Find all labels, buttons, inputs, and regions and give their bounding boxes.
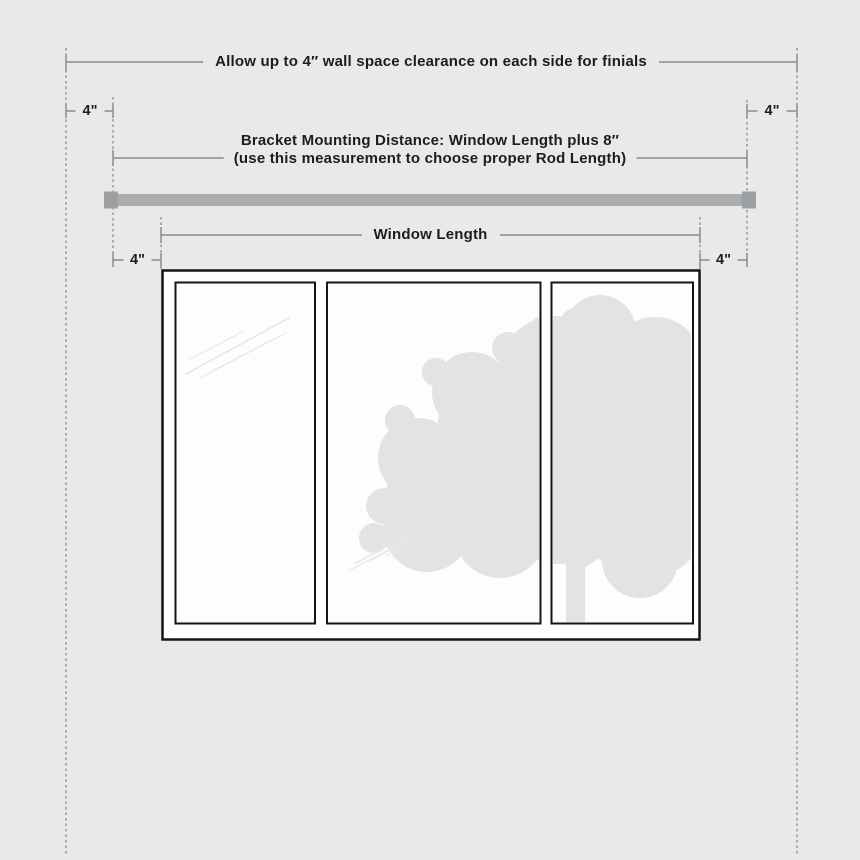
curtain-rod	[104, 192, 756, 209]
curtain-rod-bracket-right	[742, 192, 756, 209]
finial-gap-right-label: 4"	[758, 103, 787, 119]
bracket-distance-label-line2: (use this measurement to choose proper Rod Length)	[233, 149, 627, 167]
bracket-distance-label	[224, 132, 637, 167]
curtain-rod-bar	[117, 194, 743, 206]
finial-clearance-label: Allow up to 4″ wall space clearance on each side for finials	[203, 53, 659, 71]
bracket-gap-right-label: 4"	[709, 252, 738, 268]
window-pane-left	[176, 283, 316, 624]
window-illustration	[163, 271, 741, 640]
window-length-label: Window Length	[361, 226, 499, 244]
bracket-gap-left-label: 4"	[123, 252, 152, 268]
curtain-rod-bracket-left	[104, 192, 118, 209]
finial-gap-left-label: 4"	[76, 103, 105, 119]
bracket-distance-label-line1: Bracket Mounting Distance: Window Length plus 8″	[240, 132, 620, 149]
